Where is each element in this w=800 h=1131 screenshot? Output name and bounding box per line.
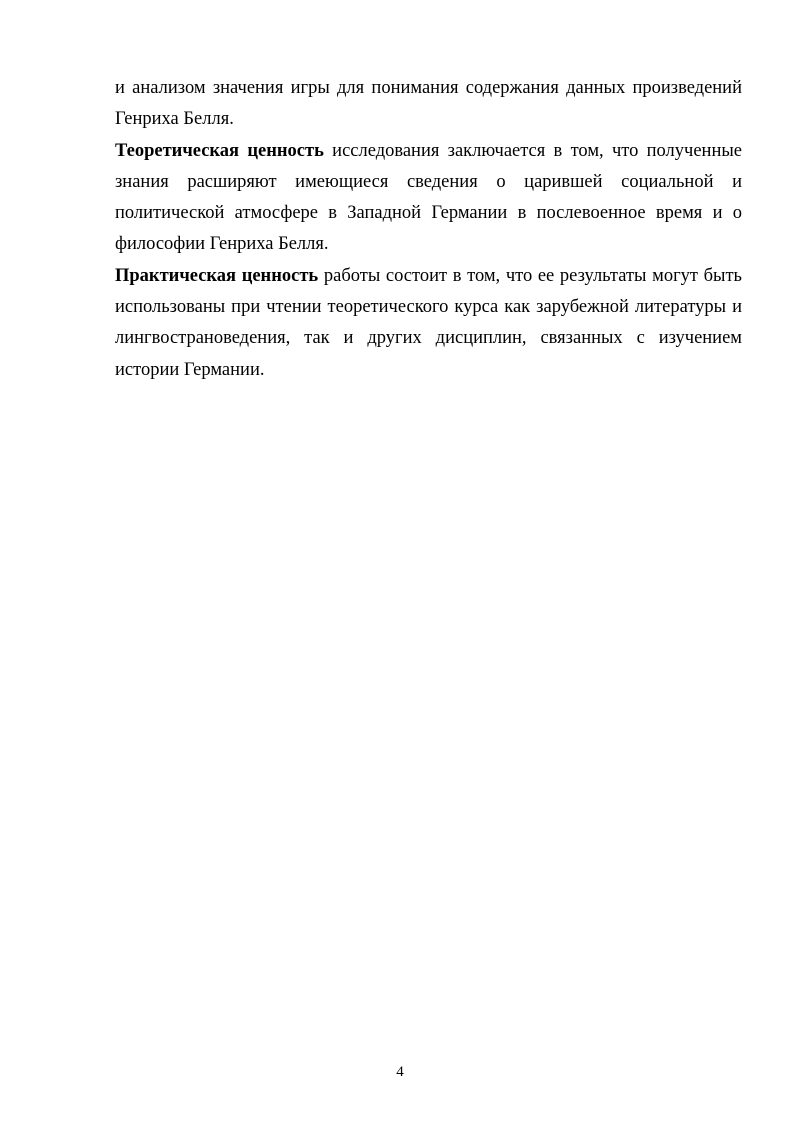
- paragraph-2-text: исследования заключается в том, что полученные знания расширяют имеющиеся сведения о царившей социальной и политической атмосфере в Западной Германии в послевоенное время и о философии Генриха Белля.: [115, 140, 742, 255]
- paragraph-practical-value: [115, 261, 742, 386]
- paragraph-1-text: и анализом значения игры для понимания содержания данных произведений Генриха Белля.: [115, 78, 742, 130]
- body-text: [115, 73, 742, 386]
- paragraph-1: [115, 73, 742, 136]
- paragraph-3-lead: Практическая ценность: [115, 265, 319, 286]
- paragraph-theoretical-value: [115, 136, 742, 261]
- paragraph-3-text: работы состоит в том, что ее результаты могут быть использованы при чтении теоретического курса как зарубежной литературы и лингвострановедения, так и других дисциплин, связанных с изучением истории Германии.: [115, 265, 742, 380]
- page-number: 4: [396, 1064, 404, 1080]
- paragraph-2-lead: Теоретическая ценность: [115, 140, 324, 161]
